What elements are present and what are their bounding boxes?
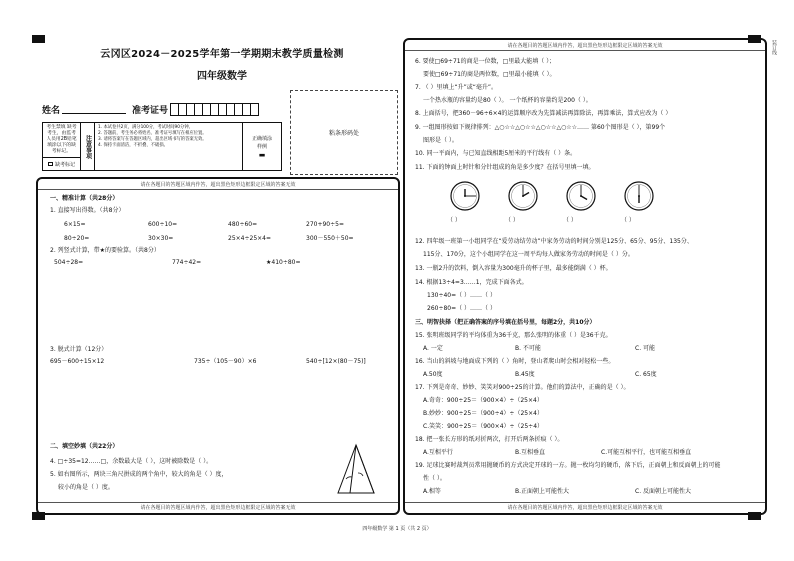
question-14: 14. 根据13÷4=3……1，完成下面各式。 [415,279,528,286]
correct-fill-sample: 正确填涂样例 ▬ [251,135,272,159]
name-label: 姓名 [42,105,61,116]
clock-face [623,180,655,212]
section-3-heading: 三、明智抉择（把正确答案的序号填在括号里，每题2分，共10分） [415,319,596,326]
fill-q5: 较小的角是（ ）度。 [58,484,114,491]
oral-calc: 300－550＋50= [306,235,354,242]
step-calc: 695－600÷15×12 [50,358,105,365]
registration-mark [32,35,45,43]
option: C. 可能 [635,345,656,352]
clock-answer-blank[interactable]: （ ） [621,217,635,224]
oral-calc: 25×4÷25×4= [228,235,272,242]
exam-no-boxes[interactable] [170,103,258,116]
question-9: 图形是（ ）。 [423,137,458,144]
absent-checkbox[interactable] [48,162,53,166]
barcode-area [290,90,398,175]
answer-panel-right [403,38,767,515]
question-6: 要使□69÷71的商是两位数，□里最小能填（ ）。 [423,71,556,78]
question-13: 13. 一瓶2升的饮料，倒入容量为300毫升的杯子里，最多能倒满（ ）杯。 [415,265,612,272]
question-14: 130÷40=（ ）……（ ） [427,292,496,299]
barcode-label: 粘条形码处 [328,130,359,137]
q1-heading: 1. 直接写出得数。（共8分） [50,207,125,214]
option: B.正面朝上可能性大 [515,488,570,495]
page-footer: 四年级数学 第 1 页（共 2 页） [362,526,432,532]
q2-heading: 2. 列竖式计算，带★的要验算。（共8分） [50,247,160,254]
clock-answer-blank[interactable]: （ ） [447,217,461,224]
oral-calc: 6×15= [64,221,86,228]
vertical-calc: 774÷42= [172,259,202,266]
question-14: 260÷80=（ ）……（ ） [427,305,496,312]
question-6: 6. 要使□69÷71的商是一位数，□里最大能填（ ）； [415,58,556,65]
candidate-fill-text: 考生禁填 缺考考生，由监考人员用2B铅笔填涂以下的缺考标记。 [46,125,77,154]
answer-panel-left [36,177,400,515]
clock-answer-blank[interactable]: （ ） [563,217,577,224]
option: A.奇奇：900÷25＝（900×4）÷（25×4） [423,397,543,404]
clock-face [449,180,481,212]
page-header [62,45,382,82]
absent-mark[interactable]: 缺考标记 [43,157,80,170]
name-field[interactable] [62,104,126,114]
section-2-heading: 二、填空妙填（共22分） [50,443,119,450]
option: B.互相垂直 [515,449,546,456]
oral-calc: 30×30= [148,235,174,242]
fill-q4: 4. □÷35=12……□，余数最大是（ ），这时被除数是（ ）。 [50,458,213,465]
oral-calc: 270+90÷5= [306,221,344,228]
question-12: 12. 四年级一班第一小组同学在“爱劳动结劳动”中家务劳动的时间分别是125分、65分、95分、135分、 [415,238,693,245]
option: B.45度 [515,371,535,378]
answer-area-notice: 请在各题目的答题区域内作答，超出黑色矩形边框限定区域的答案无效 [405,502,765,511]
binding-line-label: 装订线 [771,40,777,55]
page-subtitle: 四年级数学 [197,71,247,82]
notice-lines: 1. 本试卷共2页，满分100分，考试时间90分钟。 2. 答题前，考生务必将姓名、准考证号填写在相应位置。 3. 请将答案写在答题区域内，超出区域书写的答案无效。 4. 保持卡面清洁，不折叠、不破损。 [95,123,243,170]
option: C. 反面朝上可能性大 [635,488,692,495]
answer-area-notice: 请在各题目的答题区域内作答，超出黑色矩形边框限定区域的答案无效 [38,502,398,511]
oral-calc: 600÷10= [148,221,178,228]
answer-area-notice: 请在各题目的答题区域内作答，超出黑色矩形边框限定区域的答案无效 [38,181,398,190]
answer-area-notice: 请在各题目的答题区域内作答，超出黑色矩形边框限定区域的答案无效 [405,42,765,51]
step-calc: 735÷（105－90）×6 [194,358,257,365]
vertical-calc: 504÷28= [54,259,84,266]
question-16: 16. 当山的斜坡与地面成下列的（ ）角时，登山者爬山时会相对轻松一些。 [415,358,615,365]
question-9: 9. 一组图形按如下规律排列：△○☆☆△○☆☆△○☆☆△○☆☆…… 第60个图形是（ ），第99个 [415,124,666,131]
notice-title: 注意事项 [81,123,95,170]
step-calc: 540÷[12×(80－75)] [306,358,366,365]
notice-box [42,122,282,171]
question-8: 8. 上面括号，把360－96÷6×4的运算顺序改为先算减法再算除法，再算乘法，算式应改为（ ） [415,110,672,117]
fill-q5: 5. 如右图所示，两块三角尺拼成的两个角中，较大的角是（ ）度， [50,471,228,478]
question-19: 19. 足球比赛时裁判员常用抛硬币的方式决定开球的一方。抛一枚均匀的硬币，落下后，正面朝上和反面朝上的可能 [415,462,721,469]
question-7: 7. （ ）里填上“升”或“毫升”。 [415,84,497,91]
question-7: 一个热水瓶的容量约是80（ ）。 一个纸杯的容量约是200（ ）。 [423,97,592,104]
question-18: 18. 把一张长方形的纸对折两次，打开后两条折痕（ ）。 [415,436,564,443]
clock-face [507,180,539,212]
option: B. 不可能 [515,345,541,352]
oral-calc: 80÷20= [64,235,90,242]
q3-heading: 3. 脱式计算（12分） [50,346,108,353]
page-title: 云冈区2024－2025学年第一学期期末教学质量检测 [100,49,344,60]
option: C.可能互相平行，也可能互相垂直 [601,449,692,456]
question-12: 115分、170分，这个小组同学在这一周平均每人做家务劳动的时间是（ ）分。 [423,251,634,258]
option: A. 一定 [423,345,443,352]
option: A.互相平行 [423,449,453,456]
vertical-calc: ★410÷80= [266,259,301,266]
option: C. 65度 [635,371,657,378]
clock-face [565,180,597,212]
question-10: 10. 同一平面内，与已知直线相距5厘米的平行线有（ ）条。 [415,150,577,157]
option: C.笑笑：900÷25＝（900×4）÷（25÷4） [423,423,544,430]
clock-answer-blank[interactable]: （ ） [505,217,519,224]
oral-calc: 480÷60= [228,221,258,228]
triangle-rulers-figure [336,443,376,497]
option: A.相等 [423,488,441,495]
question-15: 15. 张明班级同学的平均体重为36千克，那么张明的体重（ ）是36千克。 [415,332,612,339]
question-19: 性（ ）。 [423,475,446,482]
exam-no-label: 准考证号 [132,105,169,116]
section-1-heading: 一、精准计算（共28分） [50,195,119,202]
option: A.50度 [423,371,443,378]
question-11: 11. 下面的钟面上时针和分针组成的角是多少度？在括号里填一填。 [415,164,595,171]
candidate-fill-box [43,123,81,170]
option: B.妙妙：900÷25＝（900÷4）÷（25×4） [423,410,543,417]
candidate-id-row [42,101,287,117]
question-17: 17. 下列是奇奇、妙妙、笑笑对900÷25的计算。他们的算法中，正确的是（ ）。 [415,384,630,391]
